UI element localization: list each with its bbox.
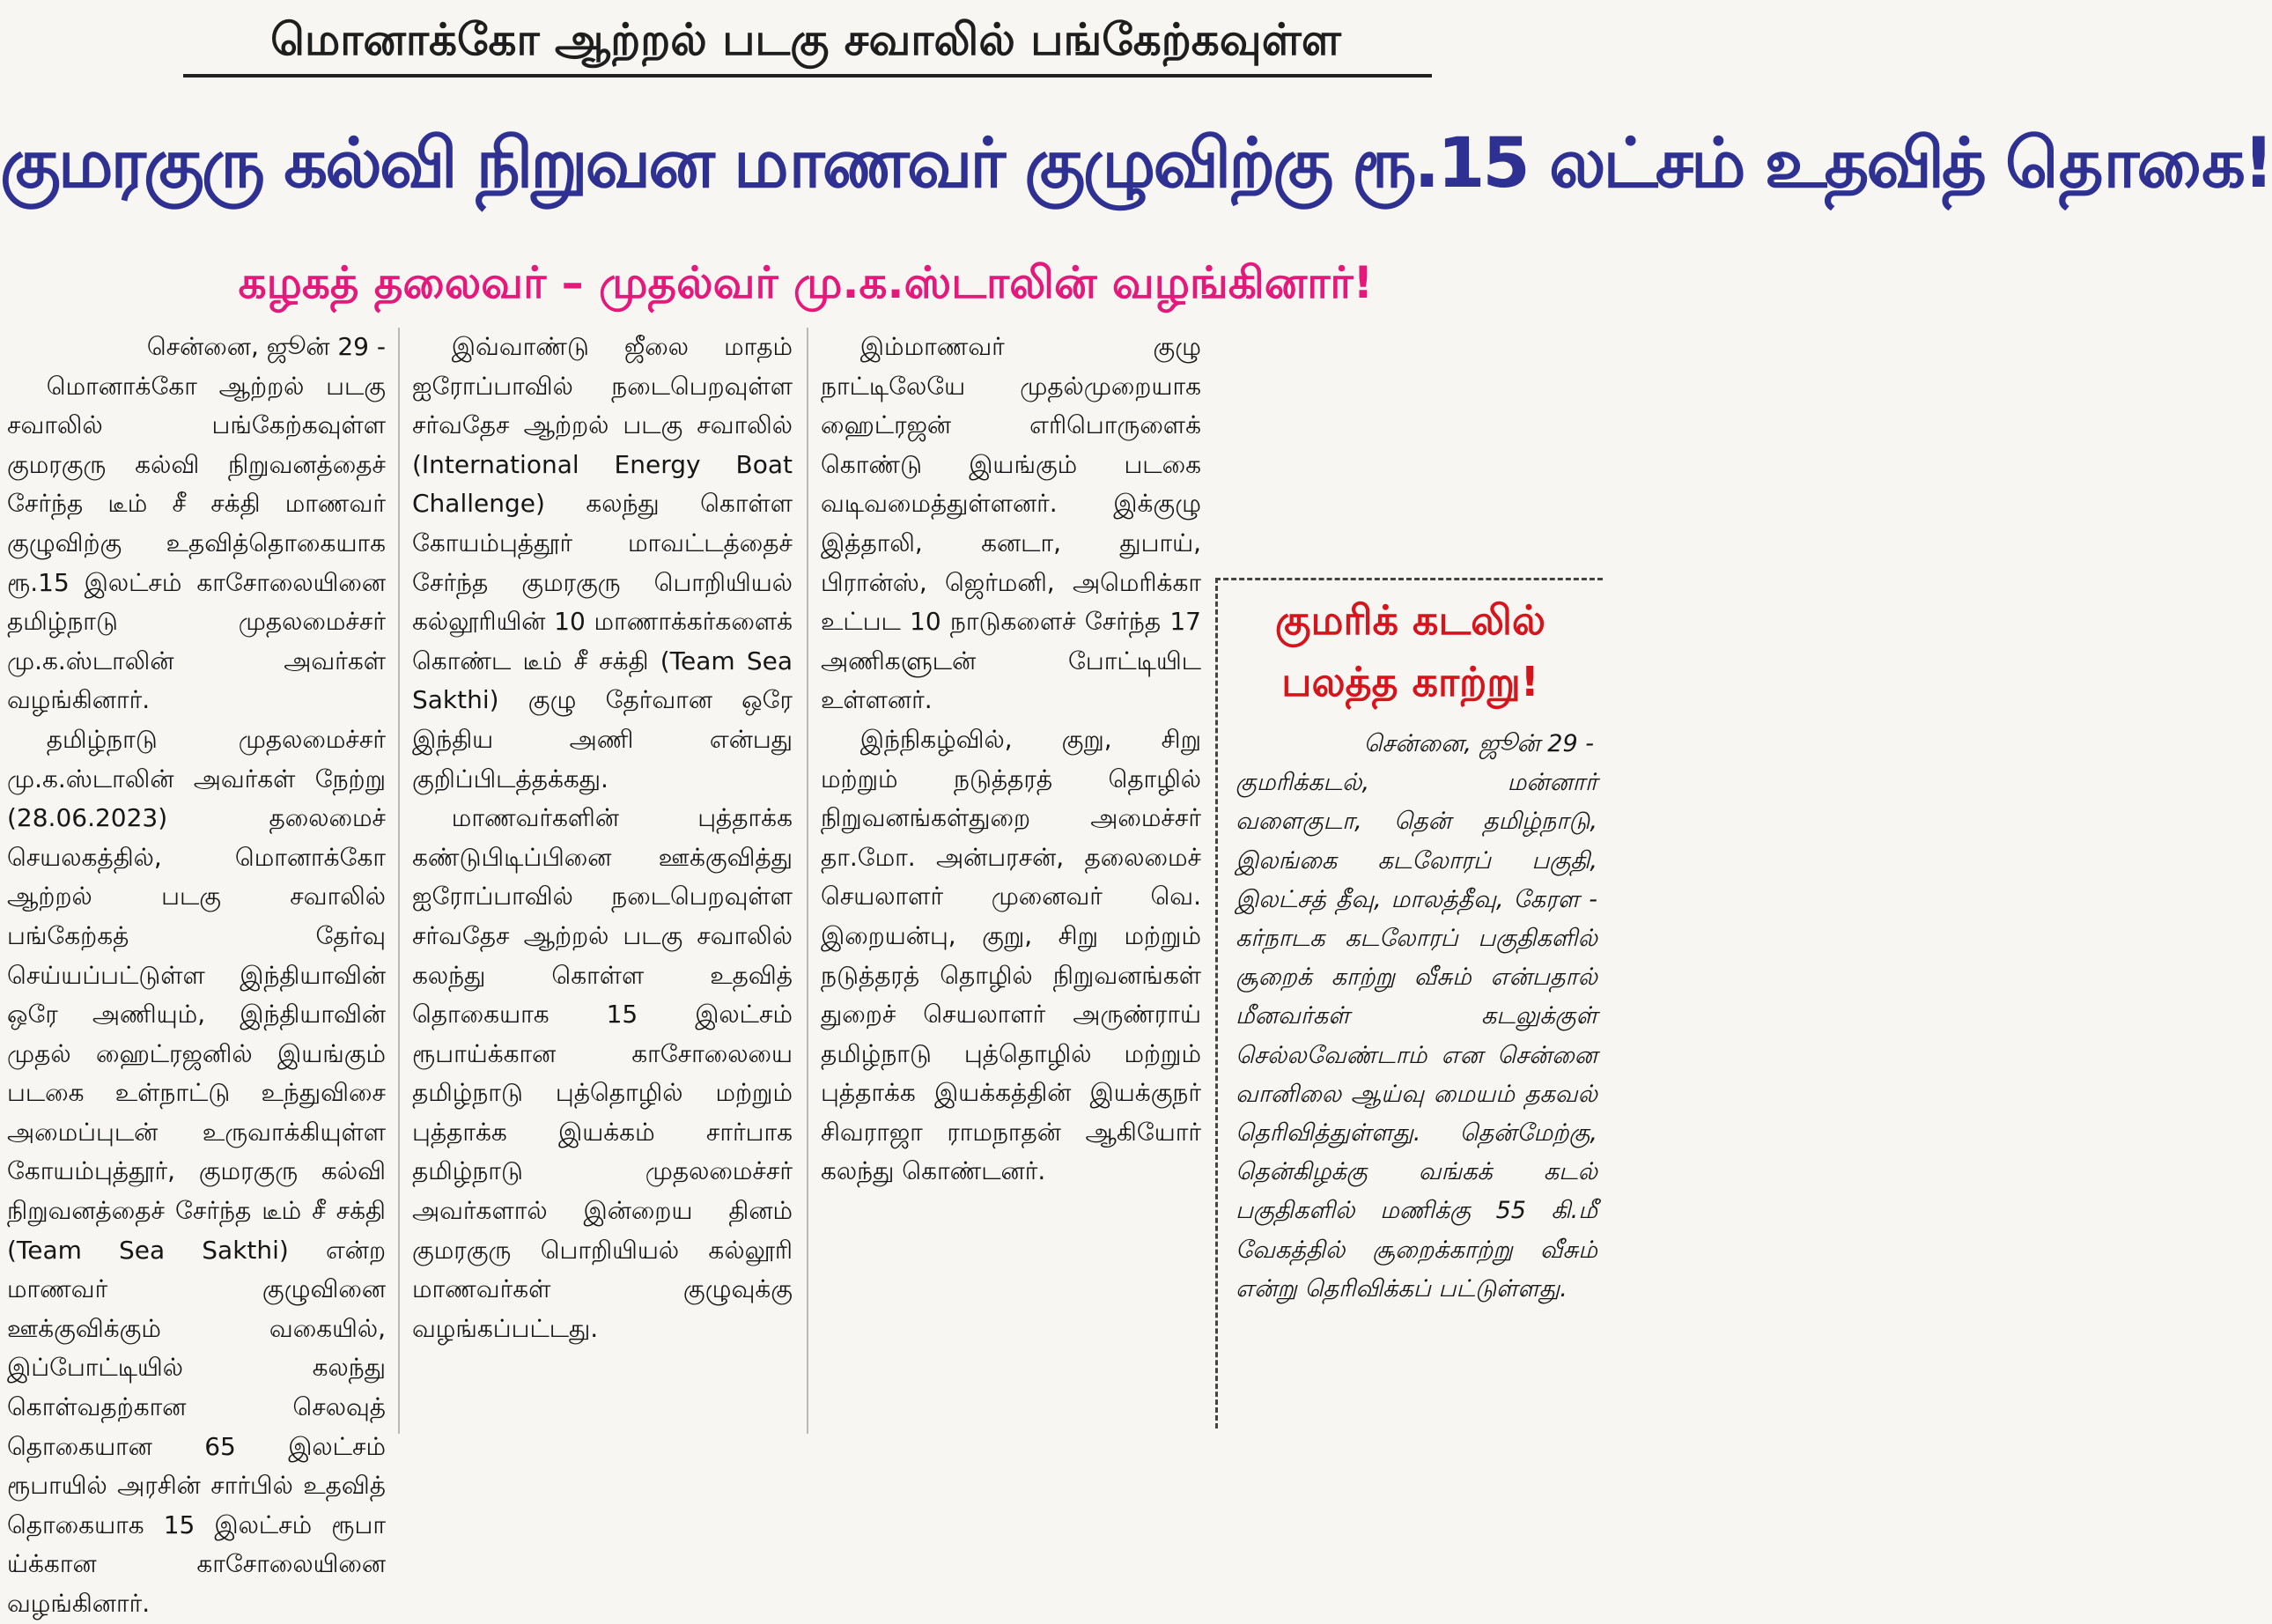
main-headline: குமரகுரு கல்வி நிறுவன மாணவர் குழுவிற்கு ரூ.15 லட்சம் உதவித் தொகை! — [0, 124, 2272, 203]
subheadline: கழகத் தலைவர் – முதல்வர் மு.க.ஸ்டாலின் வழங்கினார்! — [238, 257, 1374, 308]
article-paragraph-3: இவ்வாண்டு ஜீலை மாதம் ஐரோப்பாவில் நடைபெறவுள்ள சர்வதேச ஆற்றல் படகு சவாலில் (International Energy Boat Challenge) கலந்து கொள்ள கோயம்புத்தூர் மாவட்டத்தைச் சேர்ந்த குமரகுரு பொறியியல் கல்லூரியின் 10 மாணாக்கர்களைக் கொண்ட டீம் சீ சக்தி (Team Sea Sakthi) குழு தேர்வான ஒரே இந்திய அணி என்பது குறிப்பிடத்தக்கது. — [412, 332, 793, 794]
article-paragraph-2: தமிழ்நாடு முதலமைச்சர் மு.க.ஸ்டாலின் அவர்கள் நேற்று (28.06.2023) தலைமைச் செயலகத்தில், மொனாக்கோ ஆற்றல் படகு சவாலில் பங்கேற்கத் தேர்வு செய்யப்பட்டுள்ள இந்தியாவின் ஒரே அணியும், இந்தியாவின் முதல் ஹைட்ரஜனில் இயங்கும் படகை உள்நாட்டு உந்துவிசை அமைப்புடன் உருவாக்கியுள்ள கோயம்புத்தூர், குமரகுரு கல்வி நிறுவனத்தைச் சேர்ந்த டீம் சீ சக்தி (Team Sea Sakthi) என்ற மாணவர் குழுவினை ஊக்குவிக்கும் வகையில், இப்போட்டியில் கலந்து கொள்வதற்கான செலவுத் தொகையான 65 இலட்சம் ரூபாயில் அரசின் சார்பில் உதவித் தொகையாக 15 இலட்சம் ரூபா ய்க்கான காசோலையினை வழங்கினார். — [7, 724, 386, 1618]
sidebar-dateline: சென்னை, ஜூன் 29 - — [1363, 730, 1594, 757]
column-divider — [398, 328, 400, 1434]
kicker-underline — [183, 74, 1432, 78]
article-column-3 — [821, 328, 1201, 1434]
sidebar-news-box — [1215, 578, 1603, 1428]
sidebar-title: குமரிக் கடலில் பலத்த காற்று! — [1274, 596, 1546, 705]
article-paragraph-4: மாணவர்களின் புத்தாக்க கண்டுபிடிப்பினை ஊக்குவித்து ஐரோப்பாவில் நடைபெறவுள்ள சர்வதேச ஆற்றல் படகு சவாலில் கலந்து கொள்ள உதவித் தொகையாக 15 இலட்சம் ரூபாய்க்கான காசோலையை தமிழ்நாடு புத்தொழில் மற்றும் புத்தாக்க இயக்கம் சார்பாக தமிழ்நாடு முதலமைச்சர் அவர்களால் இன்றைய தினம் குமரகுரு பொறியியல் கல்லூரி மாணவர்கள் குழுவுக்கு வழங்கப்பட்டது. — [412, 803, 793, 1343]
article-paragraph-1: மொனாக்கோ ஆற்றல் படகு சவாலில் பங்கேற்கவுள்ள குமரகுரு கல்வி நிறுவனத்தைச் சேர்ந்த டீம் சீ சக்தி மாணவர் குழுவிற்கு உதவித்தொகையாக ரூ.15 இலட்சம் காசோலையினை தமிழ்நாடு முதலமைச்சர் மு.க.ஸ்டாலின் அவர்கள் வழங்கினார். — [7, 371, 386, 715]
sidebar-body — [1218, 725, 1603, 1309]
article-column-1 — [7, 328, 386, 1618]
article-dateline: சென்னை, ஜூன் 29 - — [146, 332, 386, 361]
column-divider — [807, 328, 808, 1434]
article-paragraph-6: இந்நிகழ்வில், குறு, சிறு மற்றும் நடுத்தரத் தொழில் நிறுவனங்கள்துறை அமைச்சர் தா.மோ. அன்பரசன், தலைமைச் செயலாளர் முனைவர் வெ. இறையன்பு, குறு, சிறு மற்றும் நடுத்தரத் தொழில் நிறுவனங்கள் துறைச் செயலாளர் அருண்ராய் தமிழ்நாடு புத்தொழில் மற்றும் புத்தாக்க இயக்கத்தின் இயக்குநர் சிவராஜா ராமநாதன் ஆகியோர் கலந்து கொண்டனர். — [821, 724, 1201, 1186]
sidebar-paragraph: குமரிக்கடல், மன்னார் வளைகுடா, தென் தமிழ்நாடு, இலங்கை கடலோரப் பகுதி, இலட்சத் தீவு, மாலத்தீவு, கேரள - கர்நாடக கடலோரப் பகுதிகளில் சூறைக் காற்று வீசும் என்பதால் மீனவர்கள் கடலுக்குள் செல்லவேண்டாம் என சென்னை வானிலை ஆய்வு மையம் தகவல் தெரிவித்துள்ளது. தென்மேற்கு, தென்கிழக்கு வங்கக் கடல் பகுதிகளில் மணிக்கு 55 கி.மீ வேகத்தில் சூறைக்காற்று வீசும் என்று தெரிவிக்கப் பட்டுள்ளது. — [1236, 769, 1597, 1303]
kicker-line: மொனாக்கோ ஆற்றல் படகு சவாலில் பங்கேற்கவுள்ள — [270, 14, 1341, 65]
article-paragraph-5: இம்மாணவர் குழு நாட்டிலேயே முதல்முறையாக ஹைட்ரஜன் எரிபொருளைக் கொண்டு இயங்கும் படகை வடிவமைத்துள்ளனர். இக்குழு இத்தாலி, கனடா, துபாய், பிரான்ஸ், ஜெர்மனி, அமெரிக்கா உட்பட 10 நாடுகளைச் சேர்ந்த 17 அணிகளுடன் போட்டியிட உள்ளனர். — [821, 332, 1201, 715]
article-column-2 — [412, 328, 793, 1434]
